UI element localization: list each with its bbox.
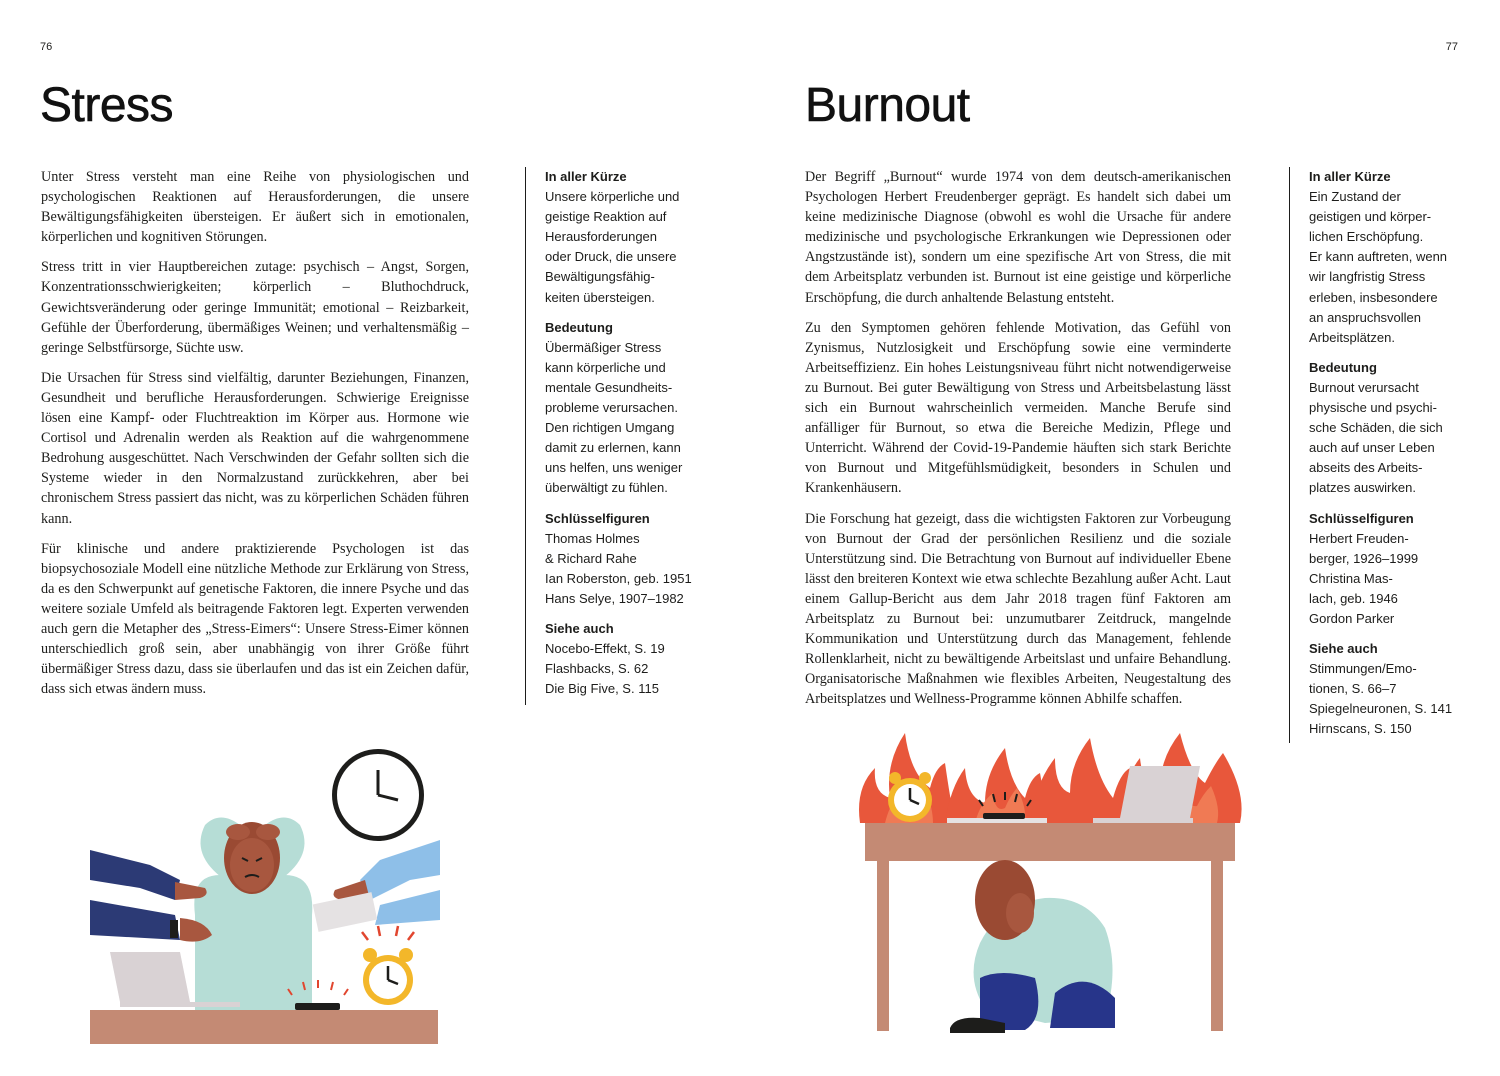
paragraph: Die Forschung hat gezeigt, dass die wichtigsten Faktoren zur Vorbeugung von Burnout der Grad der persönlichen Resilienz und die soziale Unterstützung sind. Die Betrachtung von Burnout auf individueller Ebene lässt den breiteren Kontext wie etwa schlechte Bezahlung außer Acht. Laut einem Gallup-Bericht aus dem Jahr 2018 tragen fünf Faktoren am Arbeitsplatz zu Burnout bei: unzumutbarer Zeitdruck, mangelnde Kommunikation und Unterstützung durch das Management, fehlende Rollenklarheit, nicht zu bewältigende Arbeitslast und unfaire Behandlung. Organisatorische Maßnahmen wie flexibles Arbeiten, Neugestaltung des Arbeitsplatzes und Wellness-Programme können Abhilfe schaffen.	[805, 510, 1231, 708]
sidebar-text: Burnout verursacht physische und psychi- sche Schäden, die sich auch auf unser Leben abseits des Arbeits- platzes auswirken.	[1309, 379, 1443, 496]
sidebar-section	[1309, 167, 1479, 348]
sidebar-text: Unsere körperliche und geistige Reaktion auf Herausforderungen oder Druck, die unsere Bewältigungsfähig- keiten übersteigen.	[545, 189, 680, 305]
pointing-arm-left	[90, 850, 212, 942]
sidebar-text: Übermäßiger Stress kann körperliche und mentale Gesundheits- probleme verursachen. Den richtigen Umgang damit zu erlernen, kann uns helfen, uns weniger überwältigt zu fühlen.	[545, 339, 683, 496]
sidebar-heading: Bedeutung	[1309, 359, 1377, 375]
stress-illustration	[80, 740, 450, 1050]
sidebar-text: Herbert Freuden- berger, 1926–1999 Christina Mas- lach, geb. 1946 Gordon Parker	[1309, 530, 1419, 626]
page-number-left: 76	[40, 41, 53, 53]
sidebar-section	[545, 509, 725, 609]
sidebar-heading: In aller Kürze	[1309, 169, 1391, 184]
stressed-person	[194, 818, 312, 1011]
page-title-stress: Stress	[40, 79, 174, 132]
body-text-stress	[41, 167, 469, 709]
body-text-burnout	[805, 167, 1231, 719]
sidebar-heading: Schlüsselfiguren	[1309, 510, 1414, 526]
sidebar-text: Nocebo-Effekt, S. 19 Flashbacks, S. 62 Die Big Five, S. 115	[545, 641, 665, 697]
sidebar-text: Ein Zustand der geistigen und körper- lichen Erschöpfung. Er kann auftreten, wenn wir langfristig Stress erleben, insbesondere an anspruchsvollen Arbeitsplätzen.	[1309, 189, 1448, 345]
page-title-burnout: Burnout	[805, 79, 970, 132]
sidebar-section	[1309, 509, 1479, 630]
paragraph: Unter Stress versteht man eine Reihe von physiologischen und psychologischen Reaktionen auf Herausforderungen, die unsere Bewältigungsfähigkeiten übersteigen. Er äußert sich in emotionalen, körperlichen und kognitiven Störungen.	[41, 169, 469, 246]
paragraph: Zu den Symptomen gehören fehlende Motivation, das Gefühl von Zynismus, Nutzlosigkeit und Erschöpfung sowie eine verminderte Arbeitseffizienz. Ein hohes Leistungsniveau führt nicht notwendigerweise zu Burnout. Bei guter Bewältigung von Stress und Arbeitsbelastung lässt sich ein Burnout wahrscheinlich vermeiden. Manche Berufe sind anfälliger für Burnout, so etwa die Bereiche Medizin, Pflege und Unterricht. Während der Covid-19-Pandemie häuften sich stark Berichte von Burnout und Mitgefühlsmüdigkeit, besonders in Schulen und Krankenhäusern.	[805, 319, 1231, 497]
sidebar-section	[545, 619, 725, 699]
sidebar-heading: Siehe auch	[1309, 641, 1378, 657]
sidebar-text: Stimmungen/Emo- tionen, S. 66–7 Spiegelneuronen, S. 141 Hirnscans, S. 150	[1309, 661, 1453, 737]
sidebar-heading: Schlüsselfiguren	[545, 510, 650, 526]
exhausted-person	[950, 860, 1115, 1033]
alarm-clock-icon	[362, 926, 414, 1005]
page-number-right: 77	[1445, 41, 1458, 53]
sidebar-section	[1309, 639, 1479, 739]
pointing-arm-right	[313, 840, 440, 932]
paragraph: Der Begriff „Burnout“ wurde 1974 von dem deutsch-amerikanischen Psychologen Herbert Freudenberger geprägt. Es handelt sich dabei um keine medizinische Diagnose (obwohl es wohl die Ursache für andere medizinische und psychologische Erkrankungen wie Depressionen oder Angstzustände ist), sondern um eine spezifische Art von Stress, die mit dem Arbeitsplatz verbunden ist. Burnout ist eine geistige und körperliche Erschöpfung, die durch anhaltende Belastung entsteht.	[805, 169, 1231, 306]
sidebar-text: Thomas Holmes & Richard Rahe Ian Roberston, geb. 1951 Hans Selye, 1907–1982	[545, 530, 692, 606]
sidebar-heading: Bedeutung	[545, 319, 613, 335]
paragraph: Für klinische und andere praktizierende Psychologen ist das biopsychosoziale Modell eine nützliche Methode zur Erklärung von Stress, da es den Schwerpunkt auf genetische Faktoren, die innere Psyche und das weitere soziale Umfeld als beitragende Faktoren legt. Experten verwenden auch gern die Metapher des „Stress-Eimers“: Unsere Stress-Eimer können unterschiedlich groß sein, aber unabhängig von ihrer Größe führt übermäßiger Stress dazu, dass sie überlaufen und das ist ein Zeichen dafür, dass sich etwas ändern muss.	[41, 540, 469, 698]
sidebar-heading: Siehe auch	[545, 620, 614, 636]
sidebar-burnout	[1289, 167, 1479, 743]
paragraph: Die Ursachen für Stress sind vielfältig, darunter Beziehungen, Finanzen, Gesundheit und berufliche Herausforderungen. Schwierige Ereignisse lösen eine Kampf- oder Fluchtreaktion im Körper aus. Hormone wie Cortisol und Adrenalin werden als Reaktion auf die wahrgenommene Bedrohung ausgeschüttet. Nach Verschwinden der Gefahr sollten sich die Systeme wieder in den Normalzustand zurückkehren, aber bei chronischem Stress passiert das nicht, was zu körperlichen Schäden führen kann.	[41, 369, 469, 527]
alarm-clock-icon	[888, 772, 932, 822]
sidebar-section	[545, 318, 725, 499]
wall-clock-icon	[332, 749, 424, 841]
sidebar-stress	[525, 167, 725, 705]
burnout-illustration	[855, 728, 1250, 1040]
sidebar-heading: In aller Kürze	[545, 169, 627, 184]
paragraph: Stress tritt in vier Hauptbereichen zutage: psychisch – Angst, Sorgen, Konzentrationsschwierigkeiten; körperlich – Bluthochdruck, Gewichtsveränderung oder geringe Immunität; emotional – Reizbarkeit, Gefühle der Überforderung, übermäßiges Weinen; und verhaltensmäßig – geringe Selbstfürsorge, Süchte usw.	[41, 259, 469, 356]
sidebar-section	[545, 167, 725, 308]
sidebar-section	[1309, 358, 1479, 499]
desk	[90, 1010, 438, 1044]
